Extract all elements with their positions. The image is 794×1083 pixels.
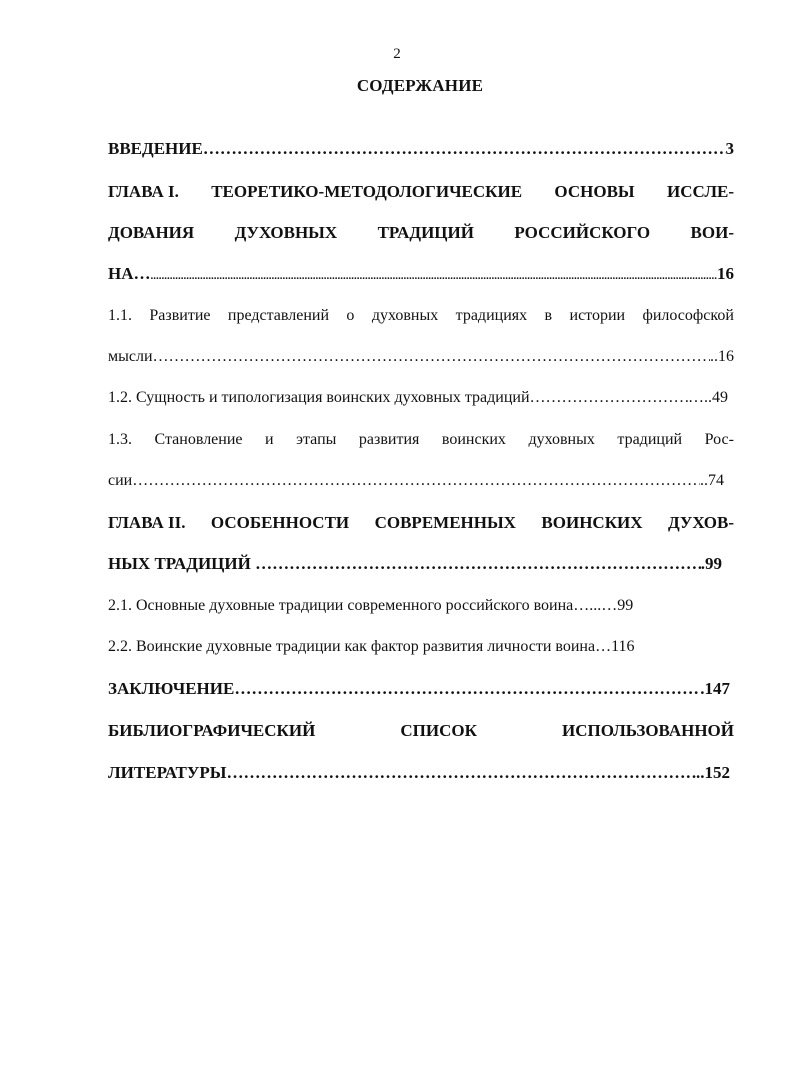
toc-word: ДУХОВНЫХ bbox=[234, 223, 338, 242]
toc-bibliography-line1[interactable] bbox=[108, 720, 734, 742]
toc-word: духовных bbox=[528, 431, 595, 448]
toc-word: традициях bbox=[455, 307, 528, 324]
toc-word: о bbox=[346, 307, 355, 324]
toc-chapter1-line2[interactable] bbox=[108, 222, 734, 244]
toc-word: 1.3. bbox=[108, 431, 132, 448]
toc-page-number: .147 bbox=[700, 679, 730, 698]
leader-dots bbox=[132, 470, 700, 492]
toc-entry-text: НЫХ ТРАДИЦИЙ bbox=[108, 554, 256, 573]
toc-page-number: ..152 bbox=[696, 763, 730, 782]
toc-word: Становление bbox=[154, 431, 243, 448]
leader-dots bbox=[226, 762, 696, 784]
toc-entry-text: ВВЕДЕНИЕ bbox=[108, 139, 203, 158]
toc-section-1-3-line1[interactable] bbox=[108, 429, 734, 451]
toc-page-number: 16 bbox=[717, 264, 734, 283]
toc-word: СПИСОК bbox=[400, 721, 477, 740]
leader-dots bbox=[153, 346, 710, 368]
toc-page-number: …...…99 bbox=[573, 597, 634, 614]
toc-entry-intro[interactable] bbox=[108, 138, 734, 160]
toc-word: традиций bbox=[617, 431, 683, 448]
toc-page-number: 3 bbox=[725, 139, 734, 158]
toc-section-1-1-line1[interactable] bbox=[108, 305, 734, 327]
toc-word: ДУХОВ- bbox=[667, 513, 734, 532]
toc-word: ТЕОРЕТИКО-МЕТОДОЛОГИЧЕСКИЕ bbox=[211, 182, 523, 201]
toc-entry-text: ЗАКЛЮЧЕНИЕ bbox=[108, 679, 235, 698]
toc-word: Рос- bbox=[704, 431, 734, 448]
toc-page-number: …..49 bbox=[688, 389, 728, 406]
toc-bibliography-line2[interactable] bbox=[108, 762, 730, 784]
toc-word: ГЛАВА I. bbox=[108, 182, 179, 201]
toc-entry-text: ЛИТЕРАТУРЫ bbox=[108, 763, 227, 782]
toc-word: и bbox=[265, 431, 274, 448]
toc-page-number: .99 bbox=[700, 554, 722, 573]
toc-entry-text: сии bbox=[108, 472, 133, 489]
toc-page-number: ..74 bbox=[700, 472, 724, 489]
toc-page-number: ..16 bbox=[710, 348, 734, 365]
toc-section-2-1[interactable] bbox=[108, 595, 718, 617]
toc-chapter1-line3[interactable] bbox=[108, 263, 734, 287]
leader-dots bbox=[151, 263, 718, 287]
toc-chapter1-line1[interactable] bbox=[108, 181, 734, 203]
page-title: СОДЕРЖАНИЕ bbox=[356, 76, 484, 95]
toc-entry-text: 1.2. Сущность и типологизация воинских духовных традиций bbox=[108, 389, 530, 406]
leader-dots bbox=[234, 678, 700, 700]
toc-word: этапы bbox=[296, 431, 337, 448]
toc-word: философской bbox=[642, 307, 734, 324]
toc-word: ИСПОЛЬЗОВАННОЙ bbox=[562, 721, 734, 740]
toc-word: БИБЛИОГРАФИЧЕСКИЙ bbox=[108, 721, 316, 740]
toc-word: ВОИ- bbox=[690, 223, 734, 242]
toc-page-number: …116 bbox=[595, 638, 635, 655]
toc-word: ИССЛЕ- bbox=[666, 182, 734, 201]
toc-word: ГЛАВА II. bbox=[108, 513, 186, 532]
leader-dots bbox=[203, 138, 726, 160]
toc-word: 1.1. bbox=[108, 307, 132, 324]
toc-word: ВОИНСКИХ bbox=[541, 513, 643, 532]
toc-section-1-3-line2[interactable] bbox=[108, 470, 724, 492]
toc-word: РОССИЙСКОГО bbox=[514, 223, 651, 242]
toc-word: ОСНОВЫ bbox=[554, 182, 635, 201]
toc-word: развития bbox=[358, 431, 420, 448]
toc-word: ДОВАНИЯ bbox=[108, 223, 195, 242]
page-number: 2 bbox=[393, 46, 401, 62]
toc-word: ТРАДИЦИЙ bbox=[377, 223, 474, 242]
leader-dots bbox=[530, 387, 688, 409]
toc-word: истории bbox=[569, 307, 626, 324]
toc-entry-text: мысли bbox=[108, 348, 153, 365]
toc-entry-conclusion[interactable] bbox=[108, 678, 730, 700]
toc-word: ОСОБЕННОСТИ bbox=[210, 513, 350, 532]
toc-word: СОВРЕМЕННЫХ bbox=[374, 513, 516, 532]
toc-word: Развитие bbox=[149, 307, 211, 324]
toc-word: воинских bbox=[441, 431, 506, 448]
toc-chapter2-line2[interactable] bbox=[108, 553, 722, 575]
toc-section-2-2[interactable] bbox=[108, 636, 728, 658]
toc-word: духовных bbox=[371, 307, 439, 324]
toc-entry-text: НА… bbox=[108, 264, 151, 283]
toc-word: представлений bbox=[227, 307, 330, 324]
toc-section-1-2[interactable] bbox=[108, 387, 728, 409]
toc-section-1-1-line2[interactable] bbox=[108, 346, 734, 368]
toc-entry-text: 2.1. Основные духовные традиции современного российского воина bbox=[108, 597, 574, 614]
toc-word: в bbox=[544, 307, 553, 324]
leader-dots bbox=[255, 553, 701, 575]
toc-chapter2-line1[interactable] bbox=[108, 512, 734, 534]
toc-entry-text: 2.2. Воинские духовные традиции как фактор развития личности воина bbox=[108, 638, 596, 655]
